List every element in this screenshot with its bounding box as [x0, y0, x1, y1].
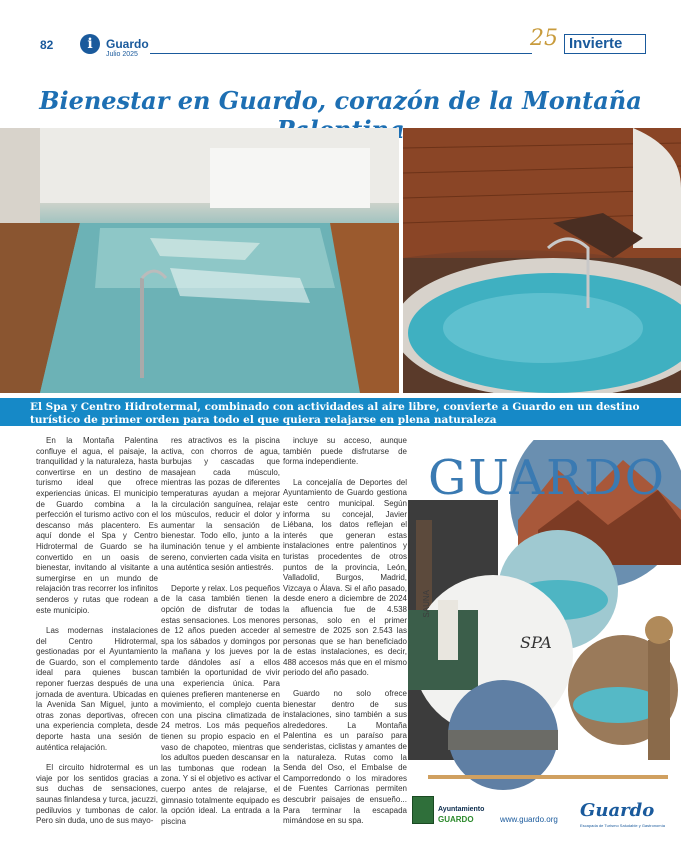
- promo-collage: [408, 440, 681, 840]
- article-column-1: [36, 436, 158, 837]
- sauna-sign: SAUNA: [422, 590, 431, 618]
- paragraph: incluye su acceso, aunque también puede disfrutarse de forma independiente.: [283, 436, 407, 467]
- paragraph: En la Montaña Palentina confluye el agua, el paisaje, la tranquilidad y la naturaleza, hasta convertirse en un destino de turismo ideal que ofrece experiencias únicas. El municipio de Guardo combina a la perfección el turismo activo con el descanso más placentero. Es aquí donde el Spa y Centro Hidrotermal de Guardo se ha convertido en un oasis de bienestar, invitando al visitante a sumergirse en un mundo de relajación tras recorrer los infinitos senderos y rutas que rodean a este municipio.: [36, 436, 158, 615]
- magazine-name: Guardo: [106, 37, 149, 51]
- anniversary-logo: 25: [530, 26, 558, 51]
- spa-sign: SPA: [520, 633, 552, 652]
- photo-indoor-pool: [0, 128, 399, 393]
- ayuntamiento-town: GUARDO: [438, 815, 474, 824]
- section-label: Invierte: [564, 34, 646, 54]
- promo-headline: GUARDO: [428, 450, 666, 506]
- photo-jacuzzi: [403, 128, 681, 393]
- header-rule: [150, 53, 532, 54]
- jacuzzi-illustration: [403, 128, 681, 393]
- article-column-3: [283, 436, 407, 837]
- paragraph: res atractivos es la piscina activa, con chorros de agua, burbujas y cascadas que masajean cada músculo, mientras las pozas de diferentes temperaturas ayudan a mejorar la circulación sanguínea, relajar los músculos, reducir el dolor y aumentar la sensación de bienestar. Todo ello, junto a la iluminación tenue y el ambiente sereno, convierten cada visita en una auténtica sesión antiestrés.: [161, 436, 280, 573]
- brand-tagline: Escapada de Turismo Saludable y Gastronomía: [580, 823, 665, 828]
- paragraph: Deporte y relax. Los pequeños de la casa también tienen la opción de disfrutar de todas estas sensaciones. Los menores de 12 años pueden acceder al spa los sábados y domingos por la mañana y los jueves por la tarde dándoles así a ellos también la oportunidad de vivir una experiencia única. Para quienes prefieren mantenerse en movimiento, el complejo cuenta con una piscina climatizada de 24 metros. Los más pequeños tienen su propio espacio en el vaso de chapoteo, mientras que los adultos pueden descansar en las tumbonas que rodean la zona. Y si el objetivo es activar el cuerpo antes de relajarse, el gimnasio totalmente equipado es la opción ideal. La entrada a la piscina: [161, 583, 280, 826]
- website-link[interactable]: www.guardo.org: [500, 815, 558, 824]
- article-title: Bienestar en Guardo, corazón de la Montaña: [39, 86, 642, 115]
- article-column-2: [161, 436, 280, 837]
- page-number: 82: [40, 38, 54, 52]
- ayuntamiento-label: Ayuntamiento: [438, 806, 485, 813]
- ayuntamiento-crest-icon: [412, 796, 434, 824]
- page-header: [0, 26, 681, 62]
- indoor-pool-illustration: [0, 128, 399, 393]
- info-icon: i: [80, 34, 100, 54]
- issue-date: Julio 2025: [106, 51, 138, 58]
- paragraph: El circuito hidrotermal es un viaje por los sentidos gracias a sus duchas de sensaciones, saunas finlandesa y turca, jacuzzi, pediluvios y tumbonas de calor. Pero sin duda, uno de sus mayo-: [36, 763, 158, 826]
- paragraph: Las modernas instalaciones del Centro Hidrotermal, gestionadas por el Ayuntamiento de Guardo, son el complemento ideal para quienes buscan reponer fuerzas después de una jornada de aventura. Ubicadas en la Avenida San Miguel, junto a otras zonas deportivas, ofrecen una experiencia completa, desde deporte hasta una sesión de auténtica relajación.: [36, 626, 158, 752]
- brand-logo: Guardo: [580, 800, 655, 821]
- photo-caption: El Spa y Centro Hidrotermal, combinado con actividades al aire libre, convierte a Guardo en un destino turístico de primer orden para todo el que quiera relajarse en plena naturaleza: [0, 398, 681, 426]
- paragraph: La concejalía de Deportes del Ayuntamiento de Guardo gestiona este centro municipal. Según informa su concejal, Javier Liébana, los datos reflejan el interés que generan estas instalaciones entre palentinos y turistas procedentes de otros puntos de la provincia, León, Valladolid, Burgos, Madrid, Vizcaya o Álava. Si el año pasado, desde enero a diciembre de 2024 la afluencia fue de 4.538 personas, solo en el primer semestre de 2025 son 2.543 las personas que se han beneficiado de estas instalaciones, es decir, 488 accesos más que en el mismo periodo del año pasado.: [283, 477, 407, 678]
- paragraph: Guardo no solo ofrece bienestar dentro de sus instalaciones, sino también a sus alrededores. La Montaña Palentina es un paraíso para senderistas, ciclistas y amantes de la naturaleza. Rutas como la Senda del Oso, el Embalse de Camporredondo o los miradores de Fuentes Carrionas permiten descubrir paisajes de ensueño... Para terminar la escapada mimándose en su spa.: [283, 689, 407, 826]
